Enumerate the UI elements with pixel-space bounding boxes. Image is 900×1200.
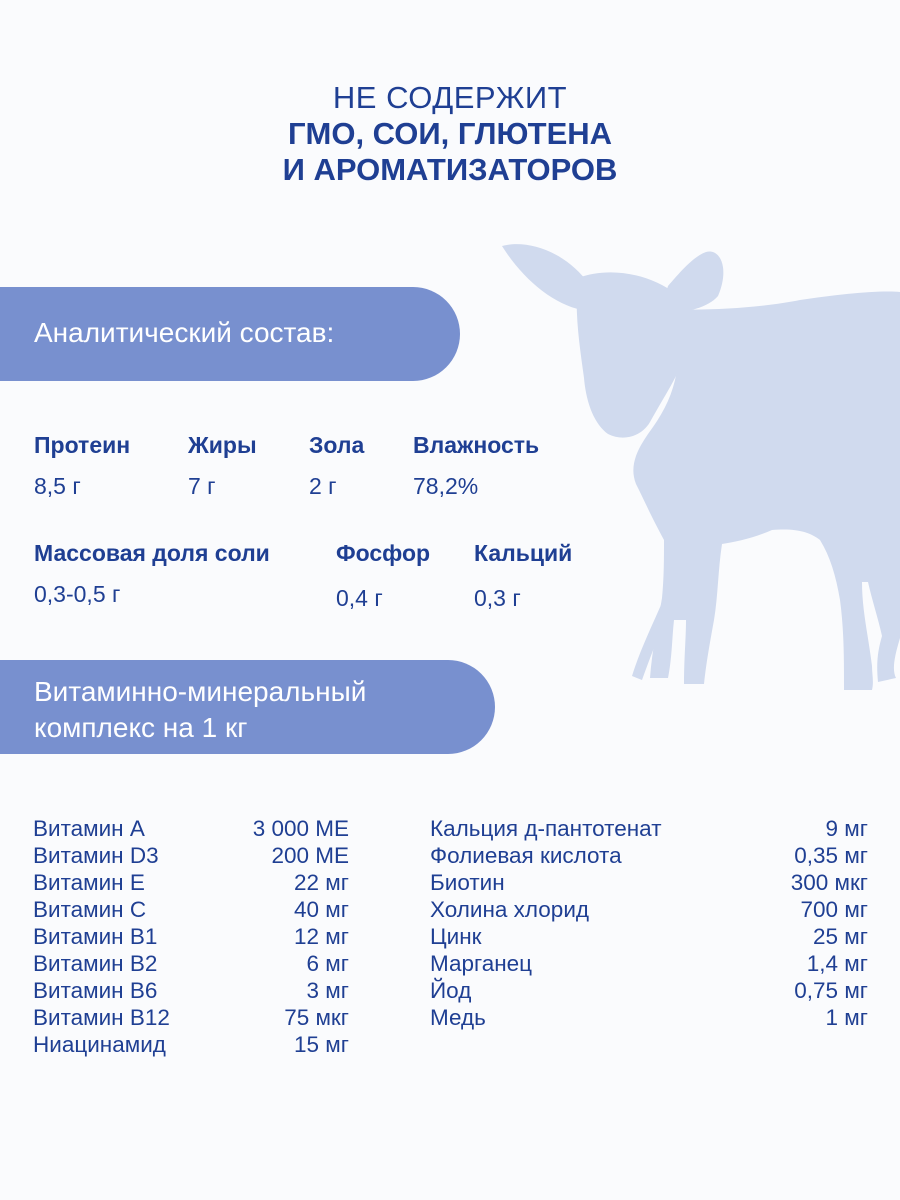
vitamin-row [430,1004,868,1031]
vitamin-row [33,1031,349,1058]
vitamin-name: Витамин E [33,870,145,895]
vitamin-list-right [430,815,868,1031]
vitamin-value: 0,35 мг [794,843,868,868]
vitamin-name: Витамин D3 [33,843,159,868]
nutrient-label: Массовая доля соли [34,540,270,566]
vitamin-value: 15 мг [294,1032,349,1057]
vitamin-name: Йод [430,978,472,1003]
nutrient-salt [34,540,270,608]
headline-line1: НЕ СОДЕРЖИТ [332,80,568,115]
vitamin-value: 6 мг [306,951,349,976]
vitamin-name: Витамин B1 [33,924,158,949]
headline-line2: ГМО, СОИ, ГЛЮТЕНА [287,116,613,151]
calf-silhouette-icon [500,238,900,698]
vitamin-value: 75 мкг [284,1005,349,1030]
nutrient-label: Жиры [188,432,257,458]
vitamin-row [33,869,349,896]
nutrient-label: Кальций [474,540,573,566]
vitamin-value: 300 мкг [790,870,868,895]
vitamin-header [0,660,495,754]
nutrient-label: Протеин [34,432,131,458]
vitamin-row [33,815,349,842]
vitamin-value: 1 мг [825,1005,868,1030]
vitamin-row [33,896,349,923]
headline-line3: И АРОМАТИЗАТОРОВ [282,152,618,187]
vitamin-value: 1,4 мг [806,951,868,976]
vitamin-row [430,977,868,1004]
vitamin-name: Ниацинамид [33,1032,166,1057]
vitamin-value: 25 мг [813,924,868,949]
nutrient-phosphorus [336,540,430,612]
nutrient-label: Фосфор [336,540,431,566]
nutrient-label: Влажность [413,432,540,458]
vitamin-name: Кальция д-пантотенат [430,816,662,841]
vitamin-value: 700 мг [800,897,868,922]
headline [0,80,900,188]
nutrient-value: 2 г [309,473,337,499]
nutrient-ash [309,432,364,500]
vitamin-value: 3 мг [306,978,349,1003]
vitamin-value: 3 000 МЕ [252,816,349,841]
vitamin-row [430,815,868,842]
nutrient-value: 0,3 г [474,585,521,611]
vitamin-row [430,896,868,923]
vitamin-title [34,674,366,746]
nutrient-moisture [413,432,539,500]
vitamin-value: 40 мг [294,897,349,922]
vitamin-row [33,842,349,869]
nutrient-fat [188,432,257,500]
vitamin-name: Фолиевая кислота [430,843,622,868]
nutrient-value: 7 г [188,473,216,499]
nutrient-value: 0,4 г [336,585,383,611]
vitamin-name: Витамин A [33,816,145,841]
vitamin-row [33,950,349,977]
vitamin-row [430,950,868,977]
analytic-title: Аналитический состав: [34,317,335,348]
vitamin-name: Витамин B6 [33,978,158,1003]
vitamin-list-left [33,815,349,1058]
vitamin-row [33,977,349,1004]
analytic-header [0,287,460,381]
vitamin-row [33,923,349,950]
vitamin-value: 9 мг [825,816,868,841]
vitamin-title-line2: комплекс на 1 кг [34,712,248,743]
vitamin-name: Марганец [430,951,533,976]
vitamin-row [430,869,868,896]
vitamin-value: 22 мг [294,870,349,895]
vitamin-title-line1: Витаминно-минеральный [34,676,367,707]
vitamin-row [430,842,868,869]
vitamin-name: Витамин B12 [33,1005,170,1030]
vitamin-name: Холина хлорид [430,897,590,922]
vitamin-row [430,923,868,950]
nutrient-protein [34,432,130,500]
nutrient-calcium [474,540,572,612]
vitamin-name: Цинк [430,924,482,949]
nutrient-value: 0,3-0,5 г [34,581,121,607]
vitamin-name: Витамин B2 [33,951,158,976]
vitamin-name: Медь [430,1005,486,1030]
vitamin-name: Витамин C [33,897,147,922]
vitamin-value: 200 МЕ [271,843,349,868]
vitamin-value: 12 мг [294,924,349,949]
nutrient-value: 78,2% [413,473,479,499]
nutrient-label: Зола [309,432,365,458]
vitamin-value: 0,75 мг [794,978,868,1003]
vitamin-row [33,1004,349,1031]
vitamin-name: Биотин [430,870,505,895]
nutrient-value: 8,5 г [34,473,81,499]
